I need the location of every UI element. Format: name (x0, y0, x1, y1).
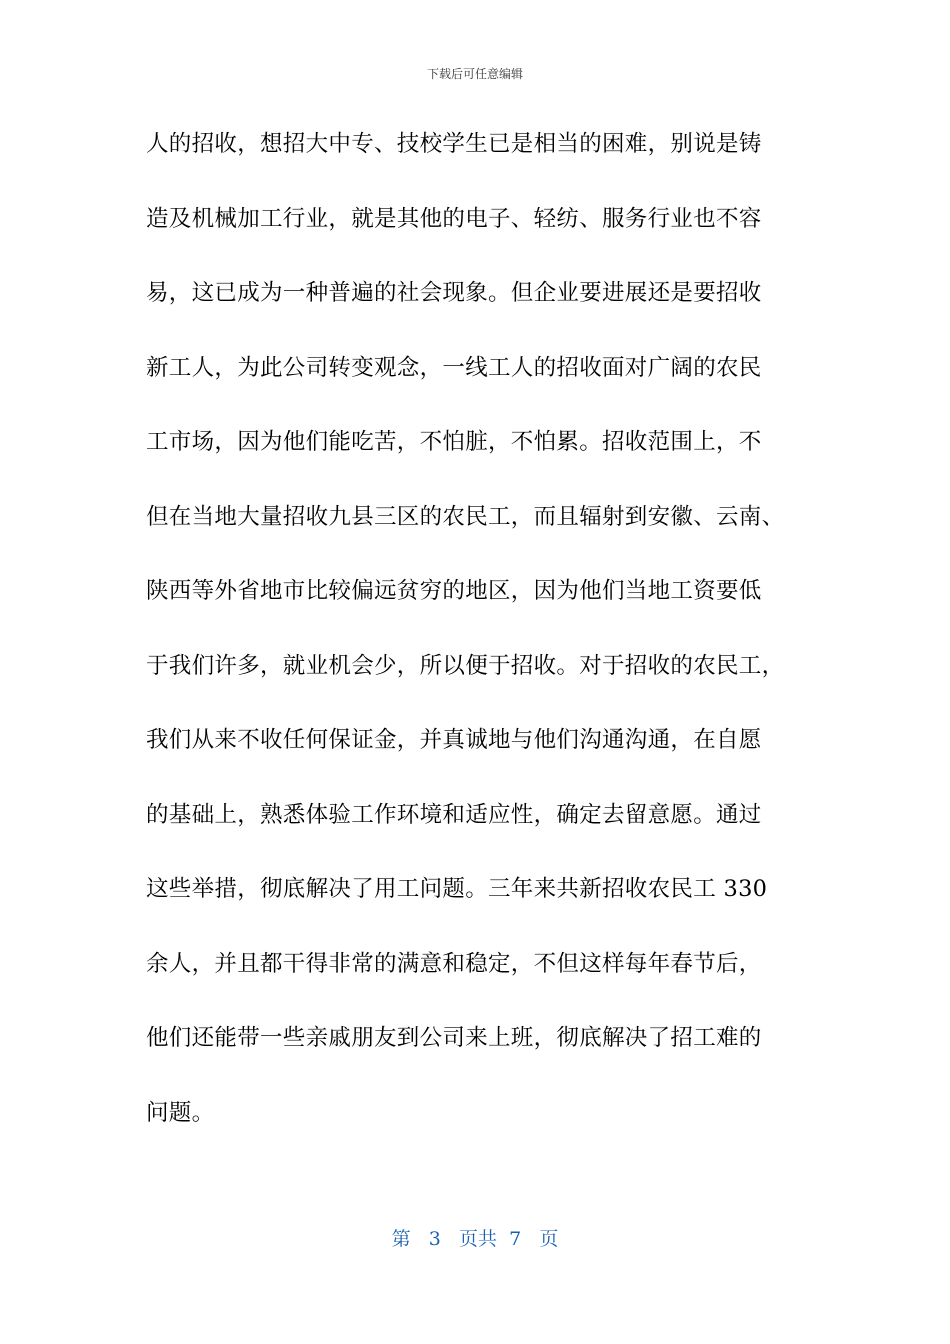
text-line: 他们还能带一些亲戚朋友到公司来上班，彻底解决了招工难的 (146, 1025, 762, 1051)
footer-prefix: 第 (391, 1228, 411, 1250)
text-line: 人的招收，想招大中专、技校学生已是相当的困难，别说是铸 (146, 131, 762, 157)
text-line: 但在当地大量招收九县三区的农民工，而且辐射到安徽、云南、 (146, 503, 785, 530)
text-line: 问题。 (146, 1099, 215, 1126)
footer-suffix: 页 (539, 1228, 559, 1250)
text-line: 新工人，为此公司转变观念，一线工人的招收面对广阔的农民 (146, 354, 762, 381)
body-text (146, 124, 826, 1167)
text-line: 工市场，因为他们能吃苦，不怕脏，不怕累。招收范围上，不 (146, 429, 762, 455)
page-header: 下载后可任意编辑 (426, 67, 523, 81)
footer-middle: 页共 (459, 1228, 498, 1250)
page-footer (0, 1226, 950, 1252)
footer-current-page: 3 (428, 1228, 441, 1250)
text-line: 我们从来不收任何保证金，并真诚地与他们沟通沟通，在自愿 (146, 727, 762, 753)
text-line: 余人，并且都干得非常的满意和稳定，不但这样每年春节后， (146, 950, 762, 977)
text-line: 造及机械加工行业，就是其他的电子、轻纺、服务行业也不容 (146, 205, 762, 232)
text-line: 的基础上，熟悉体验工作环境和适应性，确定去留意愿。通过 (146, 801, 762, 828)
text-line: 这些举措，彻底解决了用工问题。三年来共新招收农民工 330 (146, 876, 768, 902)
text-line: 易，这已成为一种普遍的社会现象。但企业要进展还是要招收 (146, 280, 762, 306)
footer-total-pages: 7 (509, 1228, 522, 1250)
text-line: 于我们许多，就业机会少，所以便于招收。对于招收的农民工， (146, 652, 785, 679)
text-line: 陕西等外省地市比较偏远贫穷的地区，因为他们当地工资要低 (146, 578, 762, 604)
